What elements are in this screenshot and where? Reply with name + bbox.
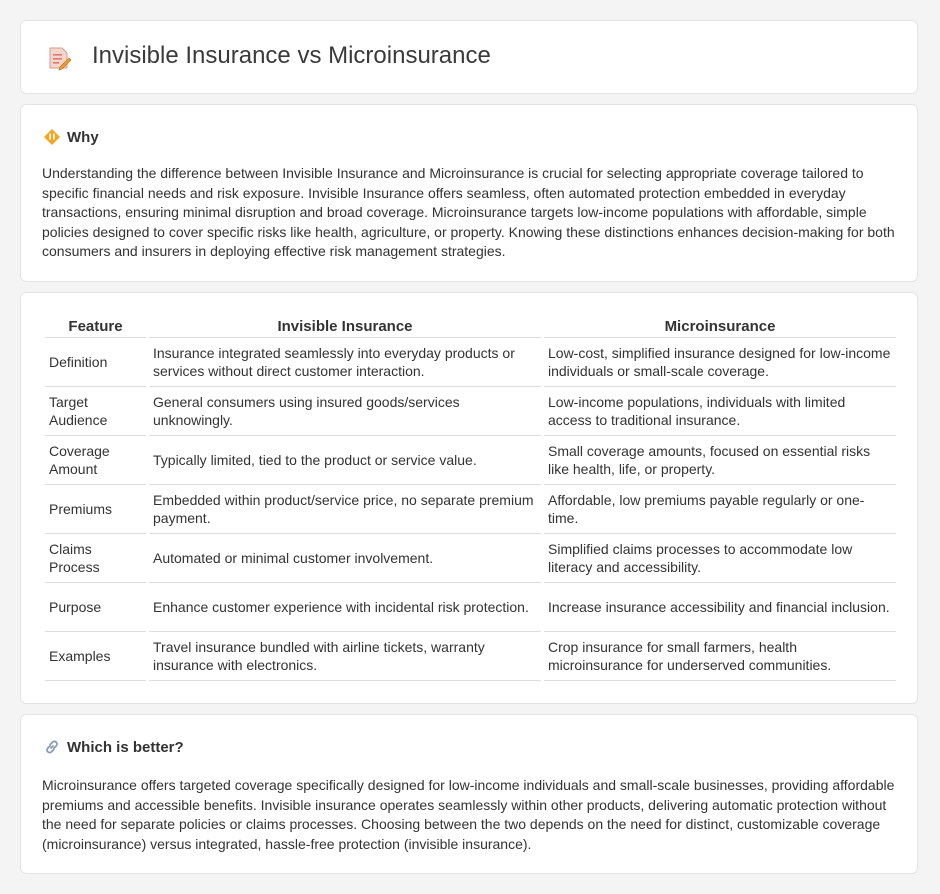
table-header-row — [45, 315, 896, 338]
page-title: Invisible Insurance vs Microinsurance — [92, 42, 491, 69]
micro-cell: Simplified claims processes to accommodate low literacy and accessibility. — [544, 534, 896, 583]
table-row — [45, 436, 896, 485]
invisible-cell: Travel insurance bundled with airline tickets, warranty insurance with electronics. — [149, 632, 541, 681]
document-pen-icon — [46, 45, 72, 71]
table-row — [45, 485, 896, 534]
diamond-warning-icon — [43, 128, 61, 146]
invisible-cell: General consumers using insured goods/services unknowingly. — [149, 387, 541, 436]
why-heading: Why — [67, 128, 99, 146]
comparison-section — [20, 292, 918, 704]
feature-cell: Claims Process — [45, 534, 146, 583]
micro-cell: Increase insurance accessibility and financial inclusion. — [544, 583, 896, 632]
better-header — [43, 738, 184, 756]
feature-cell: Examples — [45, 632, 146, 681]
feature-cell: Target Audience — [45, 387, 146, 436]
why-section — [20, 104, 918, 282]
column-header: Invisible Insurance — [149, 315, 541, 338]
comparison-table — [42, 315, 899, 681]
feature-cell: Premiums — [45, 485, 146, 534]
invisible-cell: Embedded within product/service price, no separate premium payment. — [149, 485, 541, 534]
table-row — [45, 387, 896, 436]
table-row — [45, 534, 896, 583]
link-icon — [43, 738, 61, 756]
better-heading: Which is better? — [67, 738, 184, 756]
micro-cell: Affordable, low premiums payable regularly or one-time. — [544, 485, 896, 534]
why-header — [43, 128, 99, 146]
column-header: Feature — [45, 315, 146, 338]
feature-cell: Definition — [45, 338, 146, 387]
feature-cell: Coverage Amount — [45, 436, 146, 485]
micro-cell: Crop insurance for small farmers, health microinsurance for underserved communities. — [544, 632, 896, 681]
table-row — [45, 338, 896, 387]
column-header: Microinsurance — [544, 315, 896, 338]
why-text: Understanding the difference between Invisible Insurance and Microinsurance is crucial for selecting appropriate coverage tailored to specific financial needs and risk exposure. Invisible Insurance offers seamless, often automated protection embedded in everyday transactions, ensuring minimal disruption and broad coverage. Microinsurance targets low-income populations with affordable, simple policies designed to cover specific risks like health, agriculture, or property. Knowing these distinctions enhances decision-making for both consumers and insurers in deploying effective risk management strategies. — [42, 165, 895, 259]
table-row — [45, 632, 896, 681]
invisible-cell: Typically limited, tied to the product or service value. — [149, 436, 541, 485]
invisible-cell: Automated or minimal customer involvement. — [149, 534, 541, 583]
invisible-cell: Enhance customer experience with incidental risk protection. — [149, 583, 541, 632]
table-row — [45, 583, 896, 632]
micro-cell: Small coverage amounts, focused on essential risks like health, life, or property. — [544, 436, 896, 485]
which-is-better-section — [20, 714, 918, 874]
better-text: Microinsurance offers targeted coverage specifically designed for low-income individuals and small-scale businesses, providing affordable premiums and accessible benefits. Invisible insurance operates seamlessly within other products, delivering automatic protection without the need for separate policies or claims processes. Choosing between the two depends on the need for distinct, customizable coverage (microinsurance) versus integrated, hassle-free protection (invisible insurance). — [42, 777, 895, 852]
micro-cell: Low-cost, simplified insurance designed for low-income individuals or small-scale coverage. — [544, 338, 896, 387]
feature-cell: Purpose — [45, 583, 146, 632]
micro-cell: Low-income populations, individuals with limited access to traditional insurance. — [544, 387, 896, 436]
invisible-cell: Insurance integrated seamlessly into everyday products or services without direct customer interaction. — [149, 338, 541, 387]
title-card — [20, 20, 918, 94]
